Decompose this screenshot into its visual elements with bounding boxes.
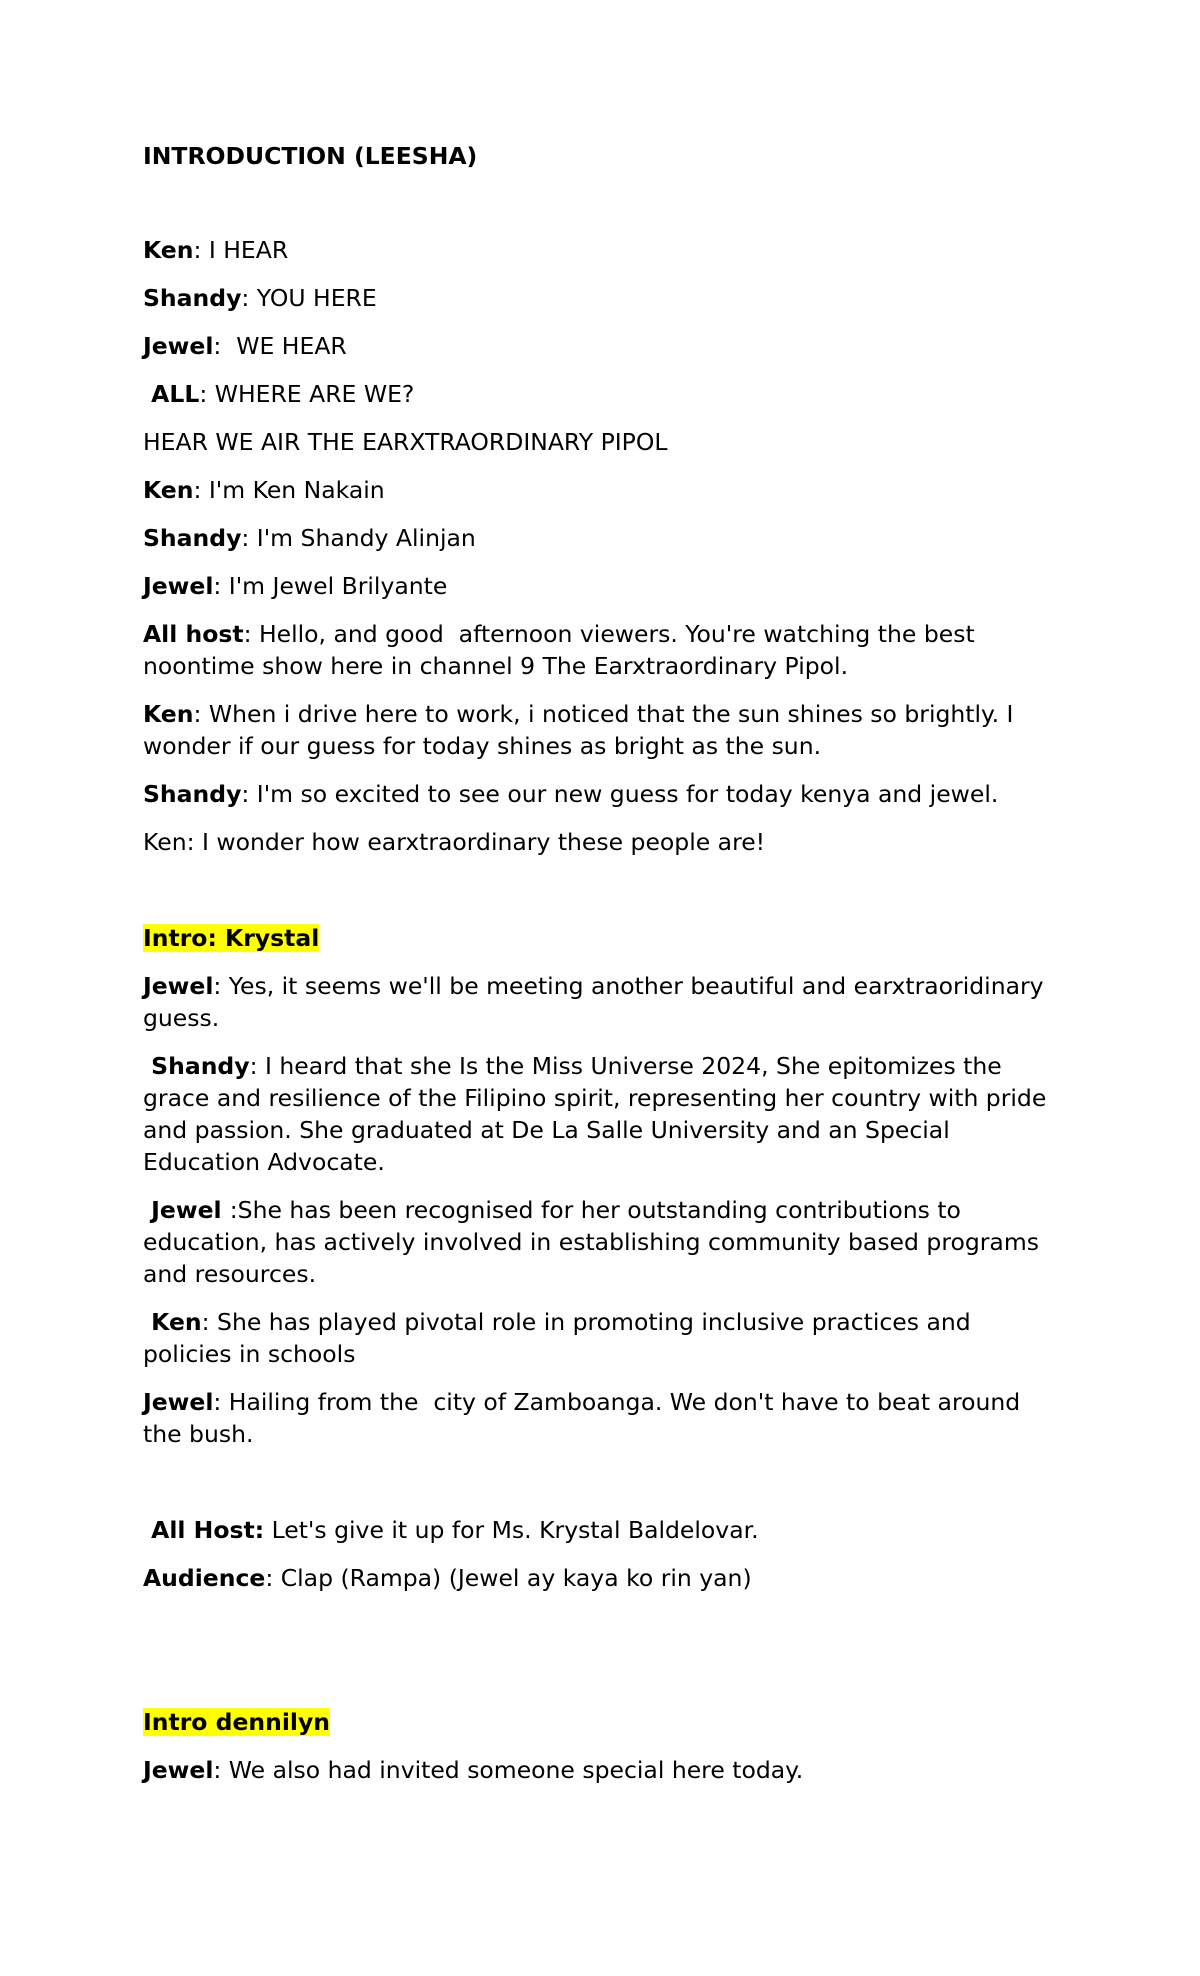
speaker-name: Ken bbox=[143, 236, 194, 264]
dialogue-line: Jewel: Hailing from the city of Zamboanga. We don't have to beat around the bush. bbox=[143, 1388, 1028, 1448]
dialogue-line: Jewel: WE HEAR bbox=[143, 332, 347, 360]
dialogue-text: She has played pivotal role in promoting inclusive practices and policies in schools bbox=[143, 1308, 971, 1368]
dialogue-line: Jewel :She has been recognised for her outstanding contributions to education, has actively involved in establishing community based programs and resources. bbox=[143, 1196, 1039, 1288]
speaker-name: All host bbox=[143, 620, 244, 648]
spacer bbox=[143, 1610, 1063, 1706]
dialogue-line: Jewel: Yes, it seems we'll be meeting another beautiful and earxtraoridinary guess. bbox=[143, 972, 1044, 1032]
dialogue-line: Shandy: I'm so excited to see our new guess for today kenya and jewel. bbox=[143, 780, 999, 808]
dialogue-line: Audience: Clap (Rampa) (Jewel ay kaya ko rin yan) bbox=[143, 1564, 752, 1592]
dialogue-text: Let's give it up for Ms. Krystal Baldelovar. bbox=[271, 1516, 759, 1544]
dialogue-line: Jewel: We also had invited someone special here today. bbox=[143, 1756, 804, 1784]
section-heading bbox=[143, 1706, 1063, 1738]
dialogue-text: We also had invited someone special here today. bbox=[228, 1756, 804, 1784]
dialogue-line: Ken: When i drive here to work, i noticed that the sun shines so brightly. I wonder if our guess for today shines as bright as the sun. bbox=[143, 700, 1014, 760]
speaker-name: Audience bbox=[143, 1564, 266, 1592]
spacer bbox=[143, 1466, 1063, 1514]
speaker-name: Jewel bbox=[143, 972, 214, 1000]
dialogue-line: Ken: She has played pivotal role in promoting inclusive practices and policies in schools bbox=[143, 1308, 971, 1368]
dialogue-line: Ken: I wonder how earxtraordinary these people are! bbox=[143, 828, 766, 856]
speaker-name: Shandy bbox=[143, 780, 242, 808]
speaker-name: Ken bbox=[143, 1308, 202, 1336]
dialogue-text: She has been recognised for her outstanding contributions to education, has actively involved in establishing community based programs and resources. bbox=[143, 1196, 1039, 1288]
dialogue-text: I'm so excited to see our new guess for today kenya and jewel. bbox=[256, 780, 999, 808]
document-page bbox=[143, 140, 1063, 1802]
dialogue-line: Ken: I'm Ken Nakain bbox=[143, 476, 385, 504]
speaker-name: Shandy bbox=[143, 1052, 250, 1080]
speaker-name: ALL bbox=[143, 380, 200, 408]
speaker-name: Shandy bbox=[143, 524, 242, 552]
speaker-name: Shandy bbox=[143, 284, 242, 312]
dialogue-line: All host: Hello, and good afternoon viewers. You're watching the best noontime show here in channel 9 The Earxtraordinary Pipol. bbox=[143, 620, 983, 680]
dialogue-text: Yes, it seems we'll be meeting another beautiful and earxtraoridinary guess. bbox=[143, 972, 1044, 1032]
dialogue-text: Hailing from the city of Zamboanga. We don't have to beat around the bush. bbox=[143, 1388, 1028, 1448]
dialogue-line: HEAR WE AIR THE EARXTRAORDINARY PIPOL bbox=[143, 428, 668, 456]
dialogue-text: I'm Ken Nakain bbox=[208, 476, 385, 504]
speaker-name: Ken bbox=[143, 476, 194, 504]
dialogue-line: Ken: I HEAR bbox=[143, 236, 289, 264]
speaker-name: Jewel bbox=[143, 572, 214, 600]
spacer bbox=[143, 874, 1063, 922]
dialogue-text: Hello, and good afternoon viewers. You're watching the best noontime show here in channel 9 The Earxtraordinary Pipol. bbox=[143, 620, 983, 680]
dialogue-text: I'm Shandy Alinjan bbox=[256, 524, 476, 552]
highlighted-heading: Intro: Krystal bbox=[143, 924, 320, 952]
dialogue-text: WE HEAR bbox=[236, 332, 347, 360]
speaker-name: Ken bbox=[143, 700, 194, 728]
dialogue-line bbox=[143, 1514, 1063, 1546]
speaker-name: Jewel bbox=[143, 332, 214, 360]
dialogue-text: I heard that she Is the Miss Universe 2024, She epitomizes the grace and resilience of the Filipino spirit, representing her country with pride and passion. She graduated at De La Salle University and an Special Education Advocate. bbox=[143, 1052, 1047, 1176]
dialogue-text: I HEAR bbox=[208, 236, 289, 264]
speaker-name: Jewel bbox=[143, 1756, 214, 1784]
dialogue-text: WHERE ARE WE? bbox=[214, 380, 415, 408]
speaker-name: Jewel bbox=[143, 1388, 214, 1416]
dialogue-text: YOU HERE bbox=[256, 284, 377, 312]
speaker-name: All Host: bbox=[143, 1516, 265, 1544]
dialogue-line: Shandy: I heard that she Is the Miss Universe 2024, She epitomizes the grace and resilience of the Filipino spirit, representing her country with pride and passion. She graduated at De La Salle University and an Special Education Advocate. bbox=[143, 1052, 1047, 1176]
dialogue-line: ALL: WHERE ARE WE? bbox=[143, 380, 415, 408]
dialogue-text: I'm Jewel Brilyante bbox=[228, 572, 448, 600]
dialogue-line: Jewel: I'm Jewel Brilyante bbox=[143, 572, 448, 600]
speaker-name: Jewel bbox=[143, 1196, 230, 1224]
highlighted-heading: Intro dennilyn bbox=[143, 1708, 331, 1736]
dialogue-text: Clap (Rampa) (Jewel ay kaya ko rin yan) bbox=[280, 1564, 752, 1592]
dialogue-line: Shandy: I'm Shandy Alinjan bbox=[143, 524, 476, 552]
dialogue-line: Shandy: YOU HERE bbox=[143, 284, 377, 312]
document-title: INTRODUCTION (LEESHA) bbox=[143, 142, 478, 170]
dialogue-text: When i drive here to work, i noticed that the sun shines so brightly. I wonder if our guess for today shines as bright as the sun. bbox=[143, 700, 1014, 760]
section-heading bbox=[143, 922, 1063, 954]
